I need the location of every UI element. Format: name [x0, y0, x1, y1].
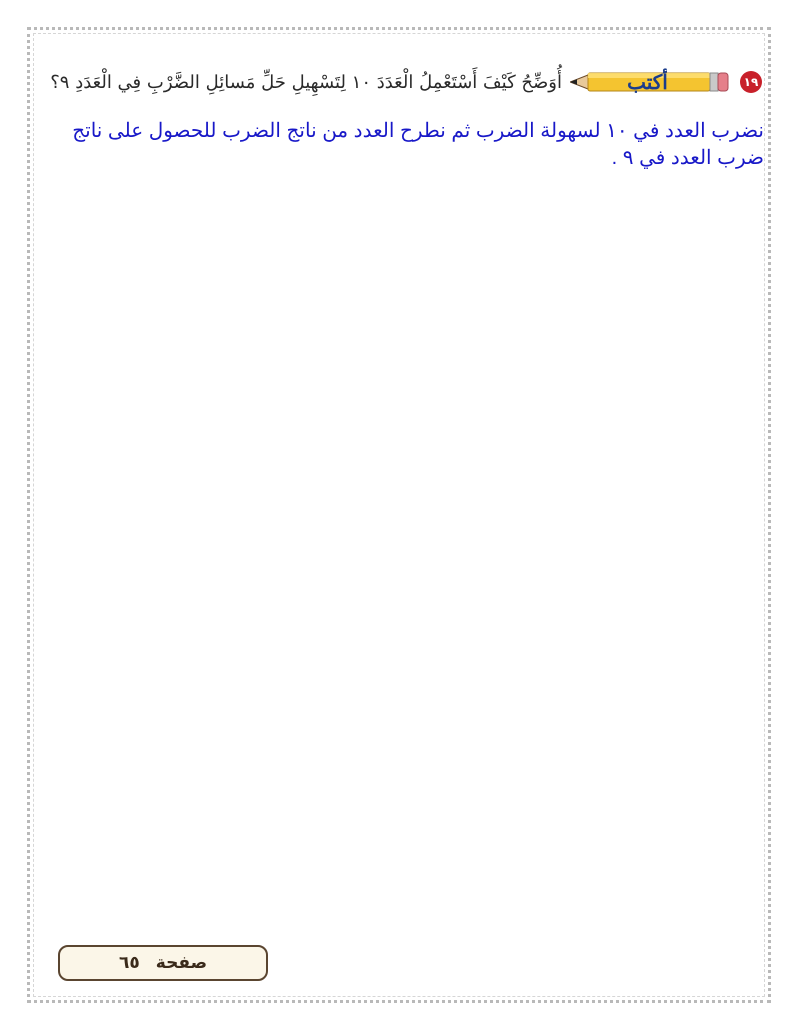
question-text: أُوَضِّحُ كَيْفَ أَسْتَعْمِلُ الْعَدَدَ ١٠ لِتَسْهِيلِ حَلِّ مَسائِلِ الضَّرْبِ فِي الْعَدَدِ ٩؟ — [50, 71, 562, 93]
question-number-badge: ١٩ — [740, 71, 762, 93]
page-number: ٦٥ — [119, 953, 140, 973]
page-border-frame — [27, 27, 771, 1003]
write-label: أكتب — [627, 70, 668, 94]
page-label: صفحة — [155, 953, 207, 973]
answer-text: نضرب العدد في ١٠ لسهولة الضرب ثم نطرح العدد من ناتج الضرب للحصول على ناتج ضرب العدد في ٩ . — [72, 120, 764, 169]
page-number-box — [58, 945, 268, 981]
question-row — [50, 64, 762, 100]
pencil-icon — [570, 67, 730, 97]
